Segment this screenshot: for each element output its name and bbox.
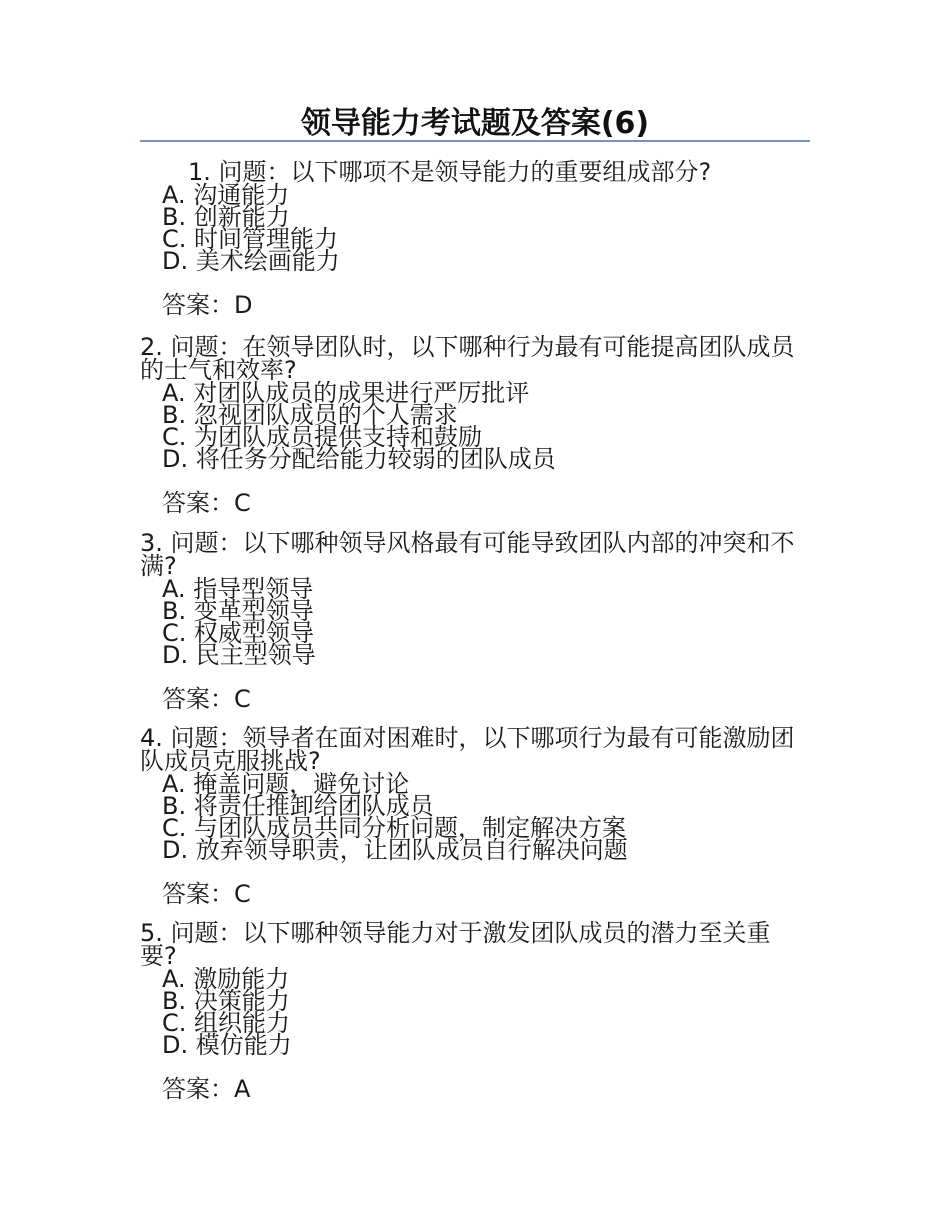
option-2b: B. 忽视团队成员的个人需求 xyxy=(162,401,458,429)
question-text-3: 3. 问题：以下哪种领导风格最有可能导致团队内部的冲突和不满? xyxy=(140,529,795,580)
option-2a: A. 对团队成员的成果进行严厉批评 xyxy=(162,379,530,407)
answer-3: 答案：C xyxy=(162,685,251,713)
question-text-4: 4. 问题：领导者在面对困难时，以下哪项行为最有可能激励团队成员克服挑战? xyxy=(140,724,795,775)
option-1b: B. 创新能力 xyxy=(162,203,290,231)
title-divider xyxy=(140,140,810,142)
option-1c: C. 时间管理能力 xyxy=(162,225,339,253)
option-list-5 xyxy=(140,965,800,1059)
option-4b: B. 将责任推卸给团队成员 xyxy=(162,792,434,820)
option-5b: B. 决策能力 xyxy=(162,987,290,1015)
question-text-2: 2. 问题：在领导团队时，以下哪种行为最有可能提高团队成员的士气和效率? xyxy=(140,333,795,384)
option-list-1 xyxy=(140,181,800,275)
option-list-3 xyxy=(140,575,800,669)
option-1a: A. 沟通能力 xyxy=(162,181,290,209)
answer-4: 答案：C xyxy=(162,880,251,908)
question-text-1: 1. 问题：以下哪项不是领导能力的重要组成部分? xyxy=(188,158,712,186)
document-title: 领导能力考试题及答案(6) xyxy=(300,106,650,141)
question-block-3 xyxy=(140,529,800,714)
option-4c: C. 与团队成员共同分析问题，制定解决方案 xyxy=(162,814,627,842)
option-4a: A. 掩盖问题，避免讨论 xyxy=(162,770,410,798)
question-text-5: 5. 问题：以下哪种领导能力对于激发团队成员的潜力至关重要? xyxy=(140,919,771,970)
option-2c: C. 为团队成员提供支持和鼓励 xyxy=(162,423,483,451)
question-block-4 xyxy=(140,724,800,909)
option-3b: B. 变革型领导 xyxy=(162,597,314,625)
option-2d: D. 将任务分配给能力较弱的团队成员 xyxy=(162,445,556,473)
question-block-2 xyxy=(140,333,800,518)
answer-1: 答案：D xyxy=(162,291,253,319)
option-5d: D. 模仿能力 xyxy=(162,1031,292,1059)
option-list-2 xyxy=(140,379,800,473)
option-5a: A. 激励能力 xyxy=(162,965,290,993)
question-block-5 xyxy=(140,919,800,1104)
answer-5: 答案：A xyxy=(162,1075,251,1103)
answer-2: 答案：C xyxy=(162,489,251,517)
option-4d: D. 放弃领导职责，让团队成员自行解决问题 xyxy=(162,836,628,864)
option-3c: C. 权威型领导 xyxy=(162,619,315,647)
option-3a: A. 指导型领导 xyxy=(162,575,314,603)
option-1d: D. 美术绘画能力 xyxy=(162,247,340,275)
option-3d: D. 民主型领导 xyxy=(162,641,316,669)
option-list-4 xyxy=(140,770,800,864)
question-block-1 xyxy=(140,158,800,320)
option-5c: C. 组织能力 xyxy=(162,1009,291,1037)
